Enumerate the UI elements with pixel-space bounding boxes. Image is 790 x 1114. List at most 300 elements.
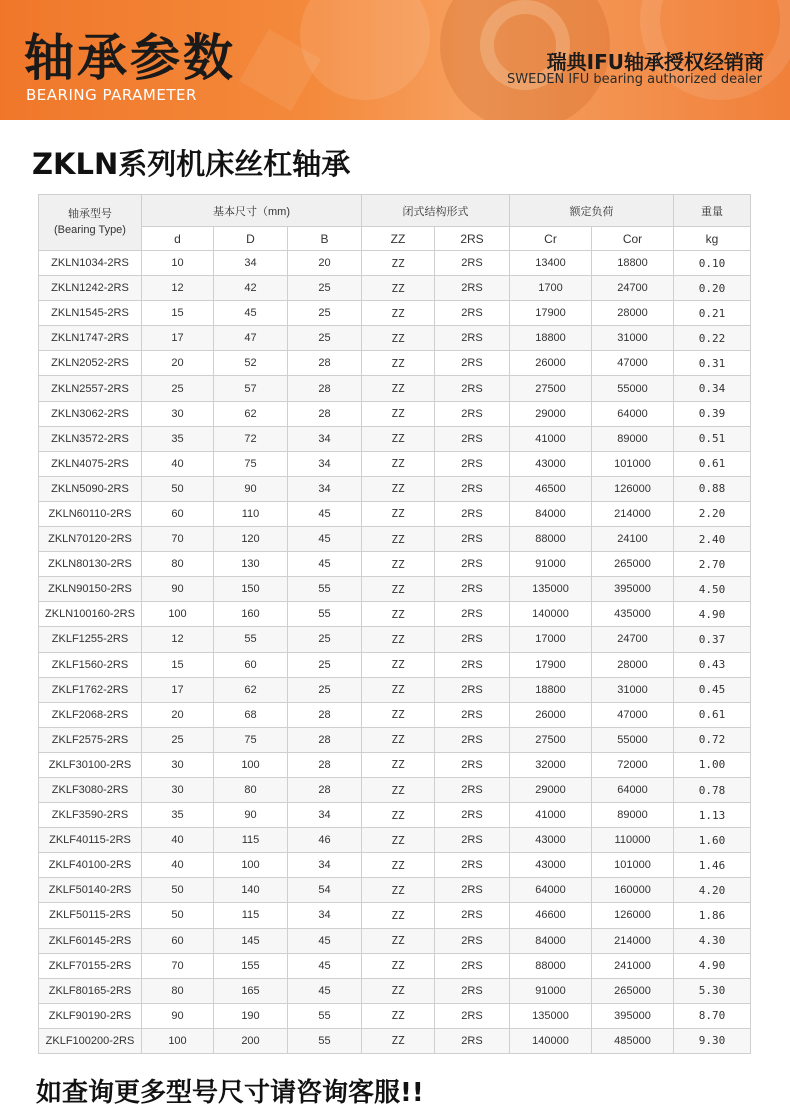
table-body [39,251,751,1054]
d-cell: 25 [142,727,214,752]
col-cr-header: Cr [510,227,592,251]
d-cell: 30 [142,401,214,426]
cor-cell: 214000 [592,501,674,526]
dimensions-header: 基本尺寸（mm) [142,195,362,227]
table-row [39,251,751,276]
B-cell: 28 [288,777,362,802]
2rs-cell: 2RS [435,301,510,326]
weight-cell: 1.13 [674,803,751,828]
cor-cell: 265000 [592,552,674,577]
table-row [39,652,751,677]
d-cell: 90 [142,577,214,602]
D-cell: 165 [214,978,288,1003]
D-cell: 62 [214,677,288,702]
banner-title: 轴承参数 [24,29,236,87]
bearing-spec-table [38,194,751,1054]
B-cell: 25 [288,677,362,702]
cor-cell: 72000 [592,752,674,777]
weight-cell: 0.43 [674,652,751,677]
weight-cell: 1.60 [674,828,751,853]
cor-cell: 485000 [592,1028,674,1053]
col-d-header: d [142,227,214,251]
table-row [39,276,751,301]
D-cell: 100 [214,853,288,878]
cr-cell: 43000 [510,828,592,853]
2rs-cell: 2RS [435,552,510,577]
D-cell: 72 [214,426,288,451]
D-cell: 34 [214,251,288,276]
weight-cell: 0.78 [674,777,751,802]
cor-cell: 395000 [592,1003,674,1028]
2rs-cell: 2RS [435,777,510,802]
cr-cell: 88000 [510,527,592,552]
table-row [39,777,751,802]
table-row [39,853,751,878]
model-cell: ZKLN1242-2RS [39,276,142,301]
2rs-cell: 2RS [435,903,510,928]
B-cell: 28 [288,376,362,401]
table-row [39,978,751,1003]
d-cell: 50 [142,878,214,903]
col-zz-header: ZZ [362,227,435,251]
2rs-cell: 2RS [435,727,510,752]
weight-cell: 4.30 [674,928,751,953]
cor-cell: 89000 [592,426,674,451]
cr-cell: 29000 [510,777,592,802]
d-cell: 100 [142,1028,214,1053]
cr-cell: 13400 [510,251,592,276]
B-cell: 45 [288,527,362,552]
banner-subtitle: BEARING PARAMETER [26,86,197,104]
2rs-cell: 2RS [435,677,510,702]
d-cell: 10 [142,251,214,276]
2rs-cell: 2RS [435,1028,510,1053]
zz-cell: ZZ [362,301,435,326]
zz-cell: ZZ [362,878,435,903]
model-cell: ZKLN2052-2RS [39,351,142,376]
dealer-label-en: SWEDEN IFU bearing authorized dealer [507,72,762,87]
B-cell: 28 [288,401,362,426]
B-cell: 34 [288,426,362,451]
d-cell: 70 [142,953,214,978]
weight-cell: 0.37 [674,627,751,652]
model-cell: ZKLN60110-2RS [39,501,142,526]
load-rating-header: 额定负荷 [510,195,674,227]
table-row [39,1003,751,1028]
banner-decoration [300,0,430,100]
table-row [39,828,751,853]
table-row [39,752,751,777]
d-cell: 20 [142,351,214,376]
weight-cell: 4.50 [674,577,751,602]
cor-cell: 64000 [592,401,674,426]
D-cell: 120 [214,527,288,552]
cr-cell: 1700 [510,276,592,301]
table-row [39,677,751,702]
D-cell: 115 [214,828,288,853]
cr-cell: 135000 [510,1003,592,1028]
d-cell: 100 [142,602,214,627]
B-cell: 28 [288,752,362,777]
cr-cell: 18800 [510,326,592,351]
table-row [39,476,751,501]
weight-cell: 1.46 [674,853,751,878]
d-cell: 25 [142,376,214,401]
B-cell: 28 [288,702,362,727]
table-row [39,577,751,602]
D-cell: 68 [214,702,288,727]
weight-cell: 0.51 [674,426,751,451]
2rs-cell: 2RS [435,627,510,652]
weight-cell: 0.31 [674,351,751,376]
B-cell: 28 [288,351,362,376]
2rs-cell: 2RS [435,527,510,552]
model-header-cn: 轴承型号 [68,207,112,220]
B-cell: 55 [288,1028,362,1053]
d-cell: 70 [142,527,214,552]
model-cell: ZKLN70120-2RS [39,527,142,552]
D-cell: 42 [214,276,288,301]
D-cell: 80 [214,777,288,802]
cr-cell: 27500 [510,727,592,752]
page-title: ZKLN系列机床丝杠轴承 [32,147,351,181]
zz-cell: ZZ [362,351,435,376]
D-cell: 52 [214,351,288,376]
table-row [39,727,751,752]
2rs-cell: 2RS [435,853,510,878]
cor-cell: 126000 [592,903,674,928]
zz-cell: ZZ [362,752,435,777]
zz-cell: ZZ [362,552,435,577]
zz-cell: ZZ [362,326,435,351]
cor-cell: 24700 [592,627,674,652]
d-cell: 35 [142,426,214,451]
model-header-en: (Bearing Type) [54,223,126,236]
D-cell: 150 [214,577,288,602]
table-row [39,326,751,351]
2rs-cell: 2RS [435,501,510,526]
table-header-row [39,195,751,227]
B-cell: 34 [288,451,362,476]
cor-cell: 241000 [592,953,674,978]
zz-cell: ZZ [362,501,435,526]
cr-cell: 18800 [510,677,592,702]
zz-cell: ZZ [362,376,435,401]
model-cell: ZKLN4075-2RS [39,451,142,476]
d-cell: 15 [142,652,214,677]
model-cell: ZKLN1545-2RS [39,301,142,326]
B-cell: 45 [288,928,362,953]
B-cell: 25 [288,652,362,677]
weight-cell: 2.40 [674,527,751,552]
cor-cell: 47000 [592,702,674,727]
2rs-cell: 2RS [435,602,510,627]
2rs-cell: 2RS [435,276,510,301]
D-cell: 45 [214,301,288,326]
D-cell: 47 [214,326,288,351]
2rs-cell: 2RS [435,803,510,828]
model-cell: ZKLF50140-2RS [39,878,142,903]
model-cell: ZKLF1560-2RS [39,652,142,677]
cor-cell: 110000 [592,828,674,853]
d-cell: 80 [142,978,214,1003]
weight-cell: 1.86 [674,903,751,928]
model-cell: ZKLN1747-2RS [39,326,142,351]
2rs-cell: 2RS [435,376,510,401]
model-cell: ZKLF40100-2RS [39,853,142,878]
weight-cell: 8.70 [674,1003,751,1028]
d-cell: 80 [142,552,214,577]
D-cell: 90 [214,476,288,501]
model-column-header [39,195,142,251]
2rs-cell: 2RS [435,652,510,677]
col-2rs-header: 2RS [435,227,510,251]
d-cell: 30 [142,752,214,777]
zz-cell: ZZ [362,777,435,802]
model-cell: ZKLF70155-2RS [39,953,142,978]
2rs-cell: 2RS [435,953,510,978]
B-cell: 28 [288,727,362,752]
D-cell: 160 [214,602,288,627]
D-cell: 190 [214,1003,288,1028]
seal-type-header: 闭式结构形式 [362,195,510,227]
cr-cell: 17900 [510,301,592,326]
d-cell: 40 [142,828,214,853]
header-banner [0,0,790,120]
D-cell: 62 [214,401,288,426]
cr-cell: 41000 [510,803,592,828]
zz-cell: ZZ [362,276,435,301]
cor-cell: 31000 [592,326,674,351]
table-row [39,903,751,928]
table-row [39,351,751,376]
table-row [39,602,751,627]
model-cell: ZKLN3062-2RS [39,401,142,426]
model-cell: ZKLF60145-2RS [39,928,142,953]
zz-cell: ZZ [362,476,435,501]
D-cell: 75 [214,451,288,476]
zz-cell: ZZ [362,627,435,652]
d-cell: 17 [142,677,214,702]
table-row [39,878,751,903]
cor-cell: 18800 [592,251,674,276]
2rs-cell: 2RS [435,251,510,276]
table-row [39,803,751,828]
2rs-cell: 2RS [435,351,510,376]
d-cell: 12 [142,276,214,301]
D-cell: 90 [214,803,288,828]
d-cell: 50 [142,903,214,928]
model-cell: ZKLF2575-2RS [39,727,142,752]
d-cell: 90 [142,1003,214,1028]
D-cell: 55 [214,627,288,652]
D-cell: 130 [214,552,288,577]
cr-cell: 46500 [510,476,592,501]
weight-cell: 0.72 [674,727,751,752]
cor-cell: 160000 [592,878,674,903]
2rs-cell: 2RS [435,451,510,476]
d-cell: 40 [142,451,214,476]
col-B-header: B [288,227,362,251]
D-cell: 100 [214,752,288,777]
cr-cell: 88000 [510,953,592,978]
model-cell: ZKLF100200-2RS [39,1028,142,1053]
zz-cell: ZZ [362,602,435,627]
zz-cell: ZZ [362,652,435,677]
col-cor-header: Cor [592,227,674,251]
cr-cell: 43000 [510,853,592,878]
table-row [39,928,751,953]
cr-cell: 43000 [510,451,592,476]
D-cell: 110 [214,501,288,526]
model-cell: ZKLF40115-2RS [39,828,142,853]
cr-cell: 46600 [510,903,592,928]
zz-cell: ZZ [362,527,435,552]
weight-cell: 0.61 [674,702,751,727]
cor-cell: 395000 [592,577,674,602]
weight-cell: 4.20 [674,878,751,903]
B-cell: 45 [288,552,362,577]
table-row [39,527,751,552]
cr-cell: 84000 [510,501,592,526]
zz-cell: ZZ [362,702,435,727]
cr-cell: 135000 [510,577,592,602]
cr-cell: 26000 [510,351,592,376]
model-cell: ZKLF3590-2RS [39,803,142,828]
table-row [39,301,751,326]
B-cell: 34 [288,853,362,878]
B-cell: 55 [288,577,362,602]
2rs-cell: 2RS [435,476,510,501]
cor-cell: 28000 [592,652,674,677]
B-cell: 25 [288,627,362,652]
cor-cell: 55000 [592,376,674,401]
cor-cell: 31000 [592,677,674,702]
table-subheader-row [39,227,751,251]
table-row [39,426,751,451]
cor-cell: 24700 [592,276,674,301]
weight-cell: 0.21 [674,301,751,326]
B-cell: 46 [288,828,362,853]
d-cell: 35 [142,803,214,828]
B-cell: 55 [288,1003,362,1028]
cor-cell: 435000 [592,602,674,627]
weight-cell: 4.90 [674,953,751,978]
model-cell: ZKLF90190-2RS [39,1003,142,1028]
weight-cell: 0.45 [674,677,751,702]
cor-cell: 55000 [592,727,674,752]
model-cell: ZKLF1762-2RS [39,677,142,702]
2rs-cell: 2RS [435,401,510,426]
table-row [39,953,751,978]
zz-cell: ZZ [362,1003,435,1028]
cr-cell: 17900 [510,652,592,677]
2rs-cell: 2RS [435,326,510,351]
zz-cell: ZZ [362,426,435,451]
B-cell: 45 [288,501,362,526]
model-cell: ZKLN1034-2RS [39,251,142,276]
weight-cell: 0.34 [674,376,751,401]
B-cell: 45 [288,978,362,1003]
B-cell: 25 [288,326,362,351]
D-cell: 155 [214,953,288,978]
2rs-cell: 2RS [435,828,510,853]
weight-cell: 0.10 [674,251,751,276]
B-cell: 20 [288,251,362,276]
B-cell: 34 [288,803,362,828]
zz-cell: ZZ [362,1028,435,1053]
2rs-cell: 2RS [435,702,510,727]
cr-cell: 27500 [510,376,592,401]
cor-cell: 126000 [592,476,674,501]
weight-cell: 0.20 [674,276,751,301]
B-cell: 34 [288,476,362,501]
D-cell: 75 [214,727,288,752]
zz-cell: ZZ [362,401,435,426]
cr-cell: 26000 [510,702,592,727]
B-cell: 25 [288,301,362,326]
model-cell: ZKLF3080-2RS [39,777,142,802]
2rs-cell: 2RS [435,577,510,602]
2rs-cell: 2RS [435,928,510,953]
zz-cell: ZZ [362,803,435,828]
model-cell: ZKLN100160-2RS [39,602,142,627]
2rs-cell: 2RS [435,752,510,777]
B-cell: 34 [288,903,362,928]
model-cell: ZKLN3572-2RS [39,426,142,451]
B-cell: 55 [288,602,362,627]
d-cell: 60 [142,928,214,953]
cr-cell: 41000 [510,426,592,451]
model-cell: ZKLF50115-2RS [39,903,142,928]
d-cell: 30 [142,777,214,802]
D-cell: 140 [214,878,288,903]
B-cell: 25 [288,276,362,301]
table-row [39,401,751,426]
zz-cell: ZZ [362,577,435,602]
weight-cell: 0.88 [674,476,751,501]
cor-cell: 64000 [592,777,674,802]
d-cell: 50 [142,476,214,501]
zz-cell: ZZ [362,853,435,878]
model-cell: ZKLF2068-2RS [39,702,142,727]
weight-cell: 0.39 [674,401,751,426]
model-cell: ZKLF30100-2RS [39,752,142,777]
2rs-cell: 2RS [435,1003,510,1028]
zz-cell: ZZ [362,978,435,1003]
table-row [39,702,751,727]
D-cell: 200 [214,1028,288,1053]
weight-header: 重量 [674,195,751,227]
model-cell: ZKLN5090-2RS [39,476,142,501]
weight-cell: 9.30 [674,1028,751,1053]
2rs-cell: 2RS [435,426,510,451]
cr-cell: 91000 [510,978,592,1003]
dealer-label-cn: 瑞典IFU轴承授权经销商 [546,50,764,74]
zz-cell: ZZ [362,953,435,978]
model-cell: ZKLF1255-2RS [39,627,142,652]
zz-cell: ZZ [362,677,435,702]
d-cell: 60 [142,501,214,526]
cr-cell: 91000 [510,552,592,577]
table-row [39,501,751,526]
col-D-header: D [214,227,288,251]
zz-cell: ZZ [362,251,435,276]
cr-cell: 64000 [510,878,592,903]
cor-cell: 47000 [592,351,674,376]
cor-cell: 101000 [592,451,674,476]
zz-cell: ZZ [362,451,435,476]
